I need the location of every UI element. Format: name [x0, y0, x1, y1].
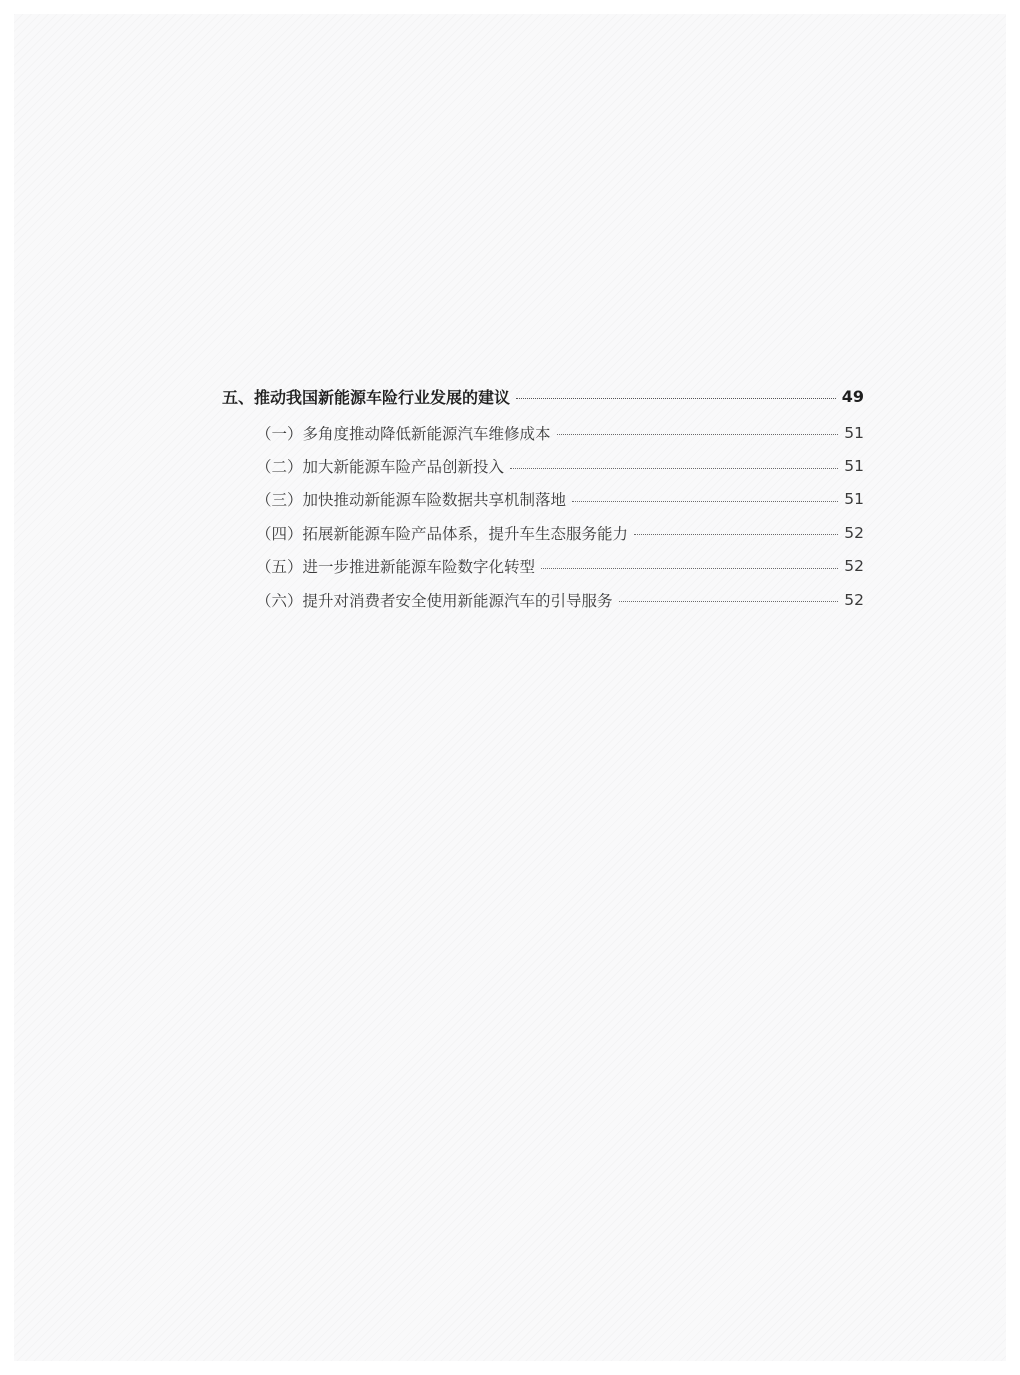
toc-subentry-title: （五）进一步推进新能源车险数字化转型: [256, 558, 536, 577]
toc-section-entry: [222, 381, 864, 411]
toc-subentry-title: （三）加快推动新能源车险数据共享机制落地: [256, 491, 567, 510]
toc-subentry: [222, 583, 864, 616]
toc-subentry-title: （六）提升对消费者安全使用新能源汽车的引导服务: [256, 591, 613, 610]
toc-subentry-page-number: 52: [844, 557, 864, 576]
toc-section-title: 五、推动我国新能源车险行业发展的建议: [222, 387, 511, 407]
document-page: [14, 14, 1006, 1361]
toc-subentry: [222, 483, 864, 516]
toc-subentry-page-number: 51: [844, 457, 864, 476]
toc-subentry: [222, 516, 864, 549]
toc-subentry-title: （四）拓展新能源车险产品体系，提升车生态服务能力: [256, 524, 629, 543]
toc-subentry-page-number: 51: [844, 490, 864, 509]
table-of-contents: [222, 381, 864, 616]
toc-dot-leader: [557, 434, 839, 435]
toc-dot-leader: [516, 398, 836, 399]
toc-subentry: [222, 416, 864, 449]
toc-subentry-page-number: 51: [844, 423, 864, 442]
toc-dot-leader: [510, 468, 838, 469]
toc-subentry-title: （一）多角度推动降低新能源汽车维修成本: [256, 424, 551, 443]
toc-subentry: [222, 550, 864, 583]
toc-subentry-title: （二）加大新能源车险产品创新投入: [256, 458, 505, 477]
toc-dot-leader: [619, 601, 839, 602]
toc-dot-leader: [634, 534, 838, 535]
toc-subentry-page-number: 52: [844, 590, 864, 609]
toc-subentry-page-number: 52: [844, 523, 864, 542]
toc-dot-leader: [572, 501, 838, 502]
toc-section-page-number: 49: [841, 386, 864, 406]
toc-subentry: [222, 449, 864, 482]
toc-dot-leader: [541, 568, 838, 569]
